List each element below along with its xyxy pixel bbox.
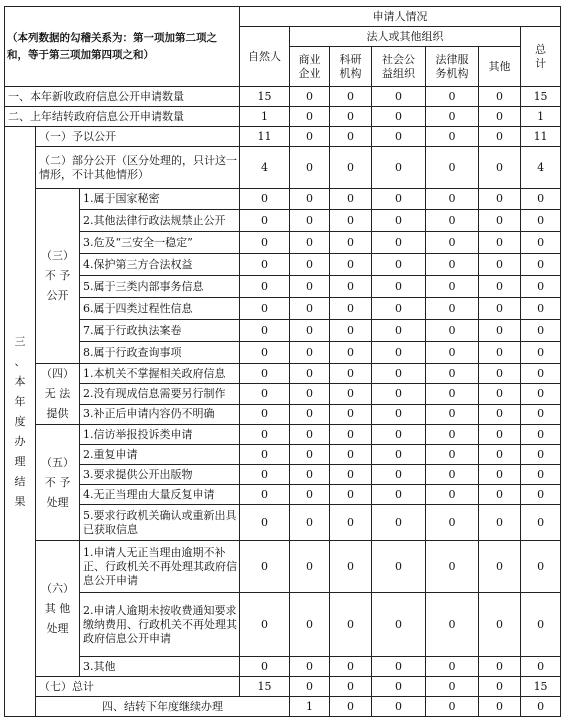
- cell-research: 0: [330, 276, 372, 298]
- cell-legal-service: 0: [426, 147, 479, 189]
- header-applicant-info: 申请人情况: [240, 7, 561, 27]
- header-social: 社会公 益组织: [372, 47, 426, 87]
- header-commercial: 商业 企业: [290, 47, 330, 87]
- cell-commercial: 0: [290, 505, 330, 541]
- row-label: 5.属于三类内部事务信息: [80, 276, 240, 298]
- cell-social: 0: [372, 127, 426, 147]
- cell-total: 4: [521, 147, 561, 189]
- cell-other: 0: [479, 505, 521, 541]
- cell-other: 0: [479, 404, 521, 424]
- cell-legal-service: 0: [426, 210, 479, 232]
- cell-other: 0: [479, 107, 521, 127]
- cell-commercial: 0: [290, 364, 330, 384]
- cell-total: 15: [521, 87, 561, 107]
- cell-legal-service: 0: [426, 384, 479, 404]
- table-row: [5, 364, 561, 384]
- cell-other: 0: [479, 485, 521, 505]
- cell-commercial: 0: [290, 445, 330, 465]
- cell-social: 0: [372, 505, 426, 541]
- cell-total: 0: [521, 404, 561, 424]
- header-note: （本列数据的勾稽关系为：第一项加第二项之和，等于第三项加第四项之和）: [5, 7, 240, 87]
- cell-social: 0: [372, 364, 426, 384]
- cell-research: 0: [330, 210, 372, 232]
- category-4-label: （四） 无 法 提供: [36, 364, 80, 425]
- cell-other: 0: [479, 364, 521, 384]
- cell-research: 0: [330, 677, 372, 697]
- cell-total: 15: [521, 677, 561, 697]
- table-row: [5, 541, 561, 593]
- cell-research: 0: [330, 465, 372, 485]
- cell-natural-person: 0: [240, 593, 290, 657]
- table-row: [5, 320, 561, 342]
- cell-research: 0: [330, 384, 372, 404]
- cell-legal-service: 0: [426, 677, 479, 697]
- row-label: 2.没有现成信息需要另行制作: [80, 384, 240, 404]
- cell-other: 0: [479, 657, 521, 677]
- cell-total: 0: [521, 276, 561, 298]
- cell-social: 0: [372, 189, 426, 210]
- cell-social: 0: [372, 107, 426, 127]
- cell-research: 0: [330, 541, 372, 593]
- cell-total: 0: [521, 657, 561, 677]
- cell-natural-person: 0: [240, 320, 290, 342]
- cell-social: 0: [426, 697, 479, 717]
- cell-total: 0: [521, 254, 561, 276]
- cell-social: 0: [372, 320, 426, 342]
- cell-social: 0: [372, 342, 426, 364]
- cell-social: 0: [372, 657, 426, 677]
- cell-natural-person: 15: [240, 677, 290, 697]
- cell-social: 0: [372, 232, 426, 254]
- cell-total: 0: [521, 298, 561, 320]
- cell-commercial: 0: [290, 485, 330, 505]
- cell-other: 0: [479, 232, 521, 254]
- row-label: 二、上年结转政府信息公开申请数量: [5, 107, 240, 127]
- cell-other: 0: [479, 593, 521, 657]
- section-3-label: 三 、 本 年 度 办 理 结 果: [5, 127, 36, 717]
- cell-other: 0: [479, 298, 521, 320]
- cell-total: 0: [521, 485, 561, 505]
- table-row: [5, 465, 561, 485]
- table-row: [5, 189, 561, 210]
- cell-natural-person: 0: [240, 485, 290, 505]
- cell-legal-service: 0: [426, 276, 479, 298]
- cell-research: 0: [330, 189, 372, 210]
- cell-research: 0: [330, 445, 372, 465]
- cell-natural-person: 11: [240, 127, 290, 147]
- cell-research: 0: [330, 107, 372, 127]
- cell-research: 0: [330, 127, 372, 147]
- cell-natural-person: 4: [240, 147, 290, 189]
- cell-research: 0: [330, 147, 372, 189]
- row-label: （二）部分公开（区分处理的，只计这一情形，不计其他情形）: [36, 147, 240, 189]
- table-row: [5, 147, 561, 189]
- row-label: 1.申请人无正当理由逾期不补正、行政机关不再处理其政府信息公开申请: [80, 541, 240, 593]
- cell-total: 11: [521, 127, 561, 147]
- table-row: [5, 254, 561, 276]
- cell-legal-service: 0: [479, 697, 521, 717]
- cell-legal-service: 0: [426, 404, 479, 424]
- cell-social: 0: [372, 254, 426, 276]
- cell-other: 0: [479, 384, 521, 404]
- table-row: [5, 232, 561, 254]
- cell-legal-service: 0: [426, 127, 479, 147]
- cell-research: 0: [330, 425, 372, 445]
- row-label: 4.保护第三方合法权益: [80, 254, 240, 276]
- cell-natural-person: 0: [240, 541, 290, 593]
- cell-other: 0: [479, 254, 521, 276]
- cell-total: 0: [521, 364, 561, 384]
- cell-natural-person: 1: [240, 107, 290, 127]
- cell-natural-person: 0: [240, 342, 290, 364]
- cell-natural-person: 0: [240, 465, 290, 485]
- table-row: [5, 677, 561, 697]
- cell-natural-person: 0: [240, 364, 290, 384]
- cell-other: 0: [479, 276, 521, 298]
- table-row: [5, 445, 561, 465]
- cell-legal-service: 0: [426, 485, 479, 505]
- cell-natural-person: 0: [240, 384, 290, 404]
- cell-legal-service: 0: [426, 593, 479, 657]
- cell-commercial: 0: [290, 342, 330, 364]
- header-research: 科研 机构: [330, 47, 372, 87]
- category-3-label: （三） 不 予 公开: [36, 189, 80, 364]
- cell-legal-service: 0: [426, 505, 479, 541]
- cell-legal-service: 0: [426, 465, 479, 485]
- cell-other: 0: [479, 445, 521, 465]
- table-row: [5, 505, 561, 541]
- cell-total: 0: [521, 189, 561, 210]
- cell-legal-service: 0: [426, 657, 479, 677]
- cell-commercial: 0: [290, 107, 330, 127]
- cell-commercial: 0: [290, 404, 330, 424]
- cell-natural-person: 0: [240, 276, 290, 298]
- cell-research: 0: [330, 320, 372, 342]
- table-row: [5, 107, 561, 127]
- row-label: 一、本年新收政府信息公开申请数量: [5, 87, 240, 107]
- row-label: 6.属于四类过程性信息: [80, 298, 240, 320]
- cell-social: 0: [372, 384, 426, 404]
- cell-legal-service: 0: [426, 254, 479, 276]
- cell-other: 0: [479, 87, 521, 107]
- row-label: 3.危及“三安全一稳定”: [80, 232, 240, 254]
- cell-commercial: 0: [290, 276, 330, 298]
- header-other: 其他: [479, 47, 521, 87]
- cell-social: 0: [372, 445, 426, 465]
- table-row: [5, 210, 561, 232]
- cell-research: 0: [330, 593, 372, 657]
- table-row: [5, 384, 561, 404]
- row-label: 3.要求提供公开出版物: [80, 465, 240, 485]
- cell-research: 0: [330, 364, 372, 384]
- row-label: 1.属于国家秘密: [80, 189, 240, 210]
- row-label: 8.属于行政查询事项: [80, 342, 240, 364]
- cell-legal-service: 0: [426, 320, 479, 342]
- row-label: 1.本机关不掌握相关政府信息: [80, 364, 240, 384]
- row-label: 四、结转下年度继续办理: [36, 697, 290, 717]
- cell-social: 0: [372, 593, 426, 657]
- cell-other: 0: [479, 210, 521, 232]
- cell-natural-person: 0: [240, 189, 290, 210]
- cell-natural-person: 0: [240, 298, 290, 320]
- cell-natural-person: 15: [240, 87, 290, 107]
- row-label: （一）予以公开: [36, 127, 240, 147]
- cell-other: 0: [479, 147, 521, 189]
- cell-total: 0: [521, 210, 561, 232]
- cell-other: 0: [479, 127, 521, 147]
- cell-research: 0: [330, 342, 372, 364]
- category-5-label: （五） 不 予 处理: [36, 425, 80, 541]
- cell-total: 0: [521, 342, 561, 364]
- cell-social: 0: [372, 425, 426, 445]
- category-6-label: （六） 其 他 处理: [36, 541, 80, 677]
- cell-social: 0: [372, 404, 426, 424]
- cell-research: 0: [330, 485, 372, 505]
- cell-other: 0: [479, 465, 521, 485]
- cell-commercial: 0: [290, 677, 330, 697]
- cell-total: 0: [521, 465, 561, 485]
- cell-other: 0: [479, 320, 521, 342]
- cell-commercial: 0: [290, 541, 330, 593]
- cell-research: 0: [330, 232, 372, 254]
- row-label: 4.无正当理由大量反复申请: [80, 485, 240, 505]
- cell-legal-service: 0: [426, 232, 479, 254]
- cell-natural-person: 0: [240, 657, 290, 677]
- header-legal-service: 法律服 务机构: [426, 47, 479, 87]
- cell-research: 0: [330, 505, 372, 541]
- cell-research: 0: [330, 404, 372, 424]
- table-row: [5, 593, 561, 657]
- cell-other: 0: [479, 541, 521, 593]
- table-row: [5, 127, 561, 147]
- disclosure-stats-table: [4, 6, 561, 717]
- cell-commercial: 0: [290, 298, 330, 320]
- table-row: [5, 298, 561, 320]
- cell-other: 0: [479, 425, 521, 445]
- cell-social: 0: [372, 541, 426, 593]
- row-label: 5.要求行政机关确认或重新出具已获取信息: [80, 505, 240, 541]
- cell-natural-person: 0: [240, 210, 290, 232]
- cell-total: 0: [521, 541, 561, 593]
- cell-social: 0: [372, 276, 426, 298]
- cell-commercial: 0: [290, 232, 330, 254]
- cell-natural-person: 0: [240, 404, 290, 424]
- cell-legal-service: 0: [426, 87, 479, 107]
- cell-total: 0: [521, 445, 561, 465]
- cell-commercial: 0: [330, 697, 372, 717]
- table-row: [5, 276, 561, 298]
- row-label: （七）总计: [36, 677, 240, 697]
- cell-commercial: 0: [290, 425, 330, 445]
- cell-legal-service: 0: [426, 445, 479, 465]
- cell-social: 0: [372, 210, 426, 232]
- row-label: 2.重复申请: [80, 445, 240, 465]
- cell-total: 0: [521, 425, 561, 445]
- cell-other: 0: [479, 189, 521, 210]
- row-label: 2.申请人逾期未按收费通知要求缴纳费用、行政机关不再处理其政府信息公开申请: [80, 593, 240, 657]
- table-row: [5, 657, 561, 677]
- cell-commercial: 0: [290, 254, 330, 276]
- cell-total: 0: [521, 505, 561, 541]
- cell-legal-service: 0: [426, 364, 479, 384]
- cell-commercial: 0: [290, 593, 330, 657]
- cell-legal-service: 0: [426, 298, 479, 320]
- cell-social: 0: [372, 87, 426, 107]
- cell-social: 0: [372, 465, 426, 485]
- cell-social: 0: [372, 298, 426, 320]
- cell-commercial: 0: [290, 147, 330, 189]
- cell-social: 0: [372, 677, 426, 697]
- cell-natural-person: 0: [240, 445, 290, 465]
- row-label: 1.信访举报投诉类申请: [80, 425, 240, 445]
- cell-legal-service: 0: [426, 342, 479, 364]
- row-label: 7.属于行政执法案卷: [80, 320, 240, 342]
- table-row: [5, 425, 561, 445]
- cell-natural-person: 1: [290, 697, 330, 717]
- header-legal-group: 法人或其他组织: [290, 27, 521, 47]
- cell-commercial: 0: [290, 465, 330, 485]
- header-natural-person: 自然人: [240, 27, 290, 87]
- cell-commercial: 0: [290, 210, 330, 232]
- cell-legal-service: 0: [426, 107, 479, 127]
- cell-commercial: 0: [290, 320, 330, 342]
- table-row: [5, 342, 561, 364]
- cell-natural-person: 0: [240, 425, 290, 445]
- header-total: 总 计: [521, 27, 561, 87]
- cell-commercial: 0: [290, 657, 330, 677]
- cell-research: 0: [330, 298, 372, 320]
- cell-legal-service: 0: [426, 189, 479, 210]
- row-label: 3.其他: [80, 657, 240, 677]
- cell-natural-person: 0: [240, 254, 290, 276]
- cell-commercial: 0: [290, 127, 330, 147]
- cell-total: 0: [521, 384, 561, 404]
- cell-natural-person: 0: [240, 232, 290, 254]
- cell-natural-person: 0: [240, 505, 290, 541]
- cell-total: 0: [521, 593, 561, 657]
- row-label: 3.补正后申请内容仍不明确: [80, 404, 240, 424]
- table-row: [5, 697, 561, 717]
- cell-commercial: 0: [290, 87, 330, 107]
- cell-research: 0: [330, 87, 372, 107]
- cell-total: 0: [521, 232, 561, 254]
- cell-social: 0: [372, 147, 426, 189]
- cell-commercial: 0: [290, 189, 330, 210]
- cell-total: 1: [521, 107, 561, 127]
- cell-research: 0: [330, 657, 372, 677]
- cell-research: 0: [330, 254, 372, 276]
- table-row: [5, 485, 561, 505]
- cell-legal-service: 0: [426, 541, 479, 593]
- row-label: 2.其他法律行政法规禁止公开: [80, 210, 240, 232]
- cell-total: 0: [521, 320, 561, 342]
- cell-other: 0: [479, 677, 521, 697]
- cell-legal-service: 0: [426, 425, 479, 445]
- cell-other: 0: [479, 342, 521, 364]
- table-row: [5, 404, 561, 424]
- cell-commercial: 0: [290, 384, 330, 404]
- cell-other: 0: [521, 697, 561, 717]
- table-row: [5, 87, 561, 107]
- cell-social: 0: [372, 485, 426, 505]
- cell-research: 0: [372, 697, 426, 717]
